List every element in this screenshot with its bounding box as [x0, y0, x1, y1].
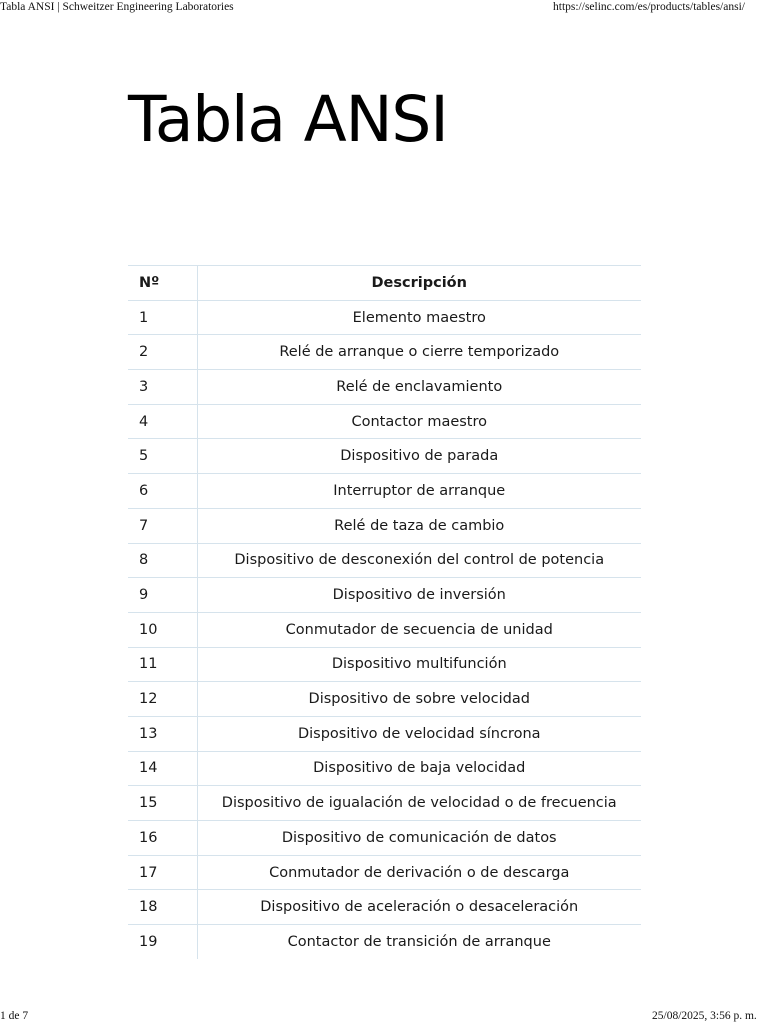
table-body: [128, 300, 641, 959]
table-row: [128, 578, 641, 613]
row-description: Contactor maestro: [197, 404, 641, 439]
row-description: Dispositivo multifunción: [197, 647, 641, 682]
table-row: [128, 682, 641, 717]
row-description: Relé de taza de cambio: [197, 508, 641, 543]
column-header-number: Nº: [128, 266, 197, 301]
row-description: Dispositivo de comunicación de datos: [197, 821, 641, 856]
table-row: [128, 300, 641, 335]
print-footer: [0, 1009, 768, 1024]
table-row: [128, 890, 641, 925]
row-description: Interruptor de arranque: [197, 474, 641, 509]
page-title: Tabla ANSI: [128, 83, 448, 156]
table-row: [128, 543, 641, 578]
table-header-row: [128, 266, 641, 301]
row-number: 1: [128, 300, 197, 335]
ansi-table: [128, 265, 641, 959]
row-description: Dispositivo de aceleración o desaceleración: [197, 890, 641, 925]
row-number: 8: [128, 543, 197, 578]
row-number: 9: [128, 578, 197, 613]
row-number: 18: [128, 890, 197, 925]
table-row: [128, 439, 641, 474]
row-description: Dispositivo de velocidad síncrona: [197, 716, 641, 751]
row-number: 2: [128, 335, 197, 370]
row-number: 13: [128, 716, 197, 751]
page-number: 1 de 7: [0, 1010, 29, 1022]
row-description: Relé de arranque o cierre temporizado: [197, 335, 641, 370]
row-description: Contactor de transición de arranque: [287, 933, 551, 950]
table-row: [128, 612, 641, 647]
table-row: [128, 647, 641, 682]
page-url: https://selinc.com/es/products/tables/ansi/: [553, 1, 745, 13]
row-number: 4: [128, 404, 197, 439]
row-description: Dispositivo de baja velocidad: [197, 751, 641, 786]
document-title-header: Tabla ANSI | Schweitzer Engineering Laboratories: [0, 1, 234, 13]
table-row: [128, 716, 641, 751]
print-datetime: 25/08/2025, 3:56 p. m.: [652, 1010, 757, 1022]
row-number: 14: [128, 751, 197, 786]
print-header: [0, 0, 768, 16]
row-description: Conmutador de secuencia de unidad: [197, 612, 641, 647]
table-row: [128, 751, 641, 786]
table-row: [128, 855, 641, 890]
column-header-description: Descripción: [197, 266, 641, 301]
table-row: [128, 370, 641, 405]
table-row: [128, 508, 641, 543]
row-description: Dispositivo de inversión: [197, 578, 641, 613]
row-number: 19: [128, 925, 197, 959]
row-number: 15: [128, 786, 197, 821]
row-description: Dispositivo de desconexión del control de potencia: [197, 543, 641, 578]
row-number: 16: [128, 821, 197, 856]
row-number: 10: [128, 612, 197, 647]
row-description: Dispositivo de igualación de velocidad o de frecuencia: [197, 786, 641, 821]
row-number: 6: [128, 474, 197, 509]
row-number: 11: [128, 647, 197, 682]
table-row: [128, 404, 641, 439]
row-number: 12: [128, 682, 197, 717]
row-description: Elemento maestro: [197, 300, 641, 335]
table-row: [128, 474, 641, 509]
table-row: [128, 335, 641, 370]
table-row: [128, 786, 641, 821]
row-description: Dispositivo de parada: [197, 439, 641, 474]
row-description: Relé de enclavamiento: [197, 370, 641, 405]
row-number: 7: [128, 508, 197, 543]
row-description: Dispositivo de sobre velocidad: [197, 682, 641, 717]
table-row: [128, 821, 641, 856]
table-row: [128, 925, 641, 959]
row-description: Conmutador de derivación o de descarga: [197, 855, 641, 890]
row-number: 3: [128, 370, 197, 405]
row-number: 5: [128, 439, 197, 474]
row-number: 17: [128, 855, 197, 890]
